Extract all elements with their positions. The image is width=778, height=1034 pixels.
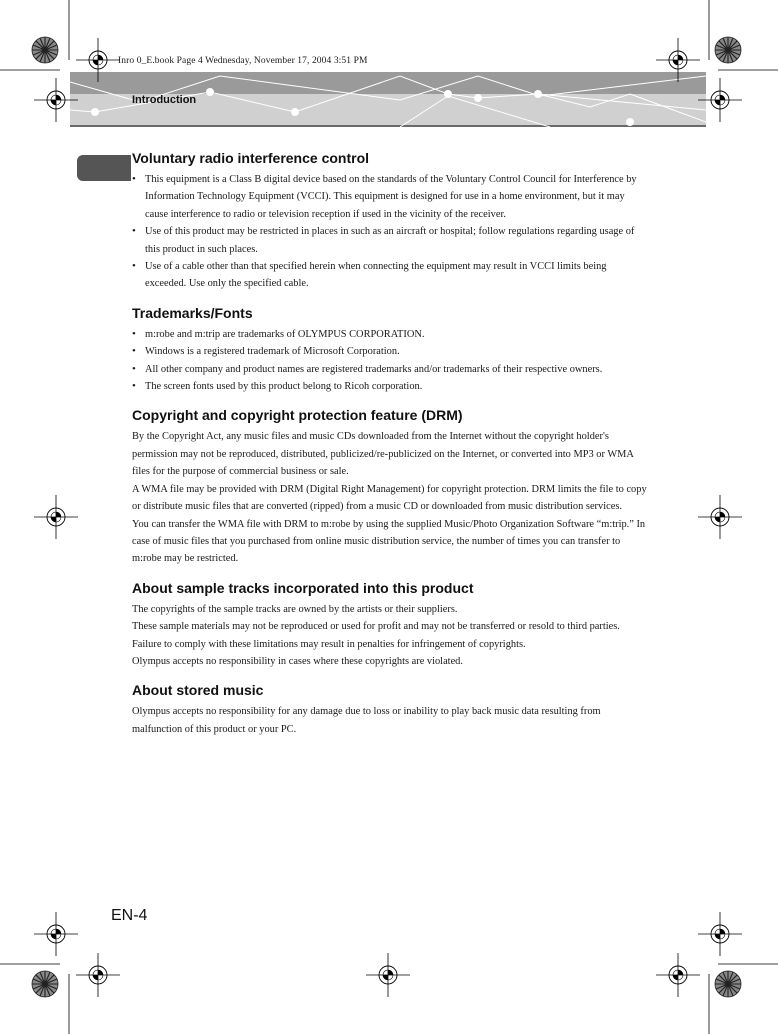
bullet-item: • Use of a cable other than that specified herein when connecting the equipment may result in VCCI limits being exceeded. Use only the specified cable. [132, 258, 648, 293]
bullet-item: • The screen fonts used by this product belong to Ricoh corporation. [132, 378, 648, 395]
paragraph: Olympus accepts no responsibility for any damage due to loss or inability to play back music data resulting from malfunction of this product or your PC. [132, 706, 601, 735]
paragraph: Olympus accepts no responsibility in cases where these copyrights are violated. [132, 655, 463, 667]
paragraph: By the Copyright Act, any music files and music CDs downloaded from the Internet without the copyright holder's permission may not be reproduced, distributed, publicized/re-publicized on the Internet, or converted into MP3 or WMA files for the purpose of commercial business or sale. [132, 431, 634, 478]
paragraph: A WMA file may be provided with DRM (Digital Right Management) for copyright protection. DRM limits the file to copy or distribute music files that are converted (ripped) from a music CD or downloaded from music distribution services. [132, 483, 647, 513]
section-title: About stored music [132, 682, 264, 699]
paragraph: You can transfer the WMA file with DRM to m:robe by using the supplied Music/Photo Organization Software “m:trip.” In case of music files that you purchased from online music distribution service, the number of times you can transfer to m:robe may be restricted. [132, 518, 646, 565]
bullet-item: • Use of this product may be restricted in places in such as an aircraft or hospital; follow regulations regarding usage of this product in such places. [132, 223, 648, 258]
print-header: Inro 0_E.book Page 4 Wednesday, November 17, 2004 3:51 PM [118, 56, 368, 66]
section-title: Voluntary radio interference control [132, 150, 370, 166]
bullet-item: • Windows is a registered trademark of Microsoft Corporation. [132, 343, 648, 360]
section-title: About sample tracks incorporated into this product [132, 579, 474, 596]
paragraph: The copyrights of the sample tracks are owned by the artists or their suppliers. [132, 603, 458, 615]
section-title: Copyright and copyright protection feature (DRM) [132, 407, 463, 424]
banner-label: Introduction [132, 94, 197, 106]
bullet-item: • m:robe and m:trip are trademarks of OLYMPUS CORPORATION. [132, 326, 648, 343]
section-title: Trademarks/Fonts [132, 304, 253, 321]
page-number: EN-4 [111, 907, 148, 924]
paragraph: These sample materials may not be reproduced or used for profit and may not be transferred or resold to third parties. [132, 621, 620, 633]
bullet-item: • This equipment is a Class B digital device based on the standards of the Voluntary Control Council for Interference by Information Technology Equipment (VCCI). This equipment is designed for use in a home environment, but it may cause interference to radio or television reception if used in the vicinity of the receiver. [132, 171, 648, 223]
paragraph: Failure to comply with these limitations may result in penalties for infringement of copyrights. [132, 638, 526, 650]
bullet-item: • All other company and product names are registered trademarks and/or trademarks of their respective owners. [132, 361, 648, 378]
